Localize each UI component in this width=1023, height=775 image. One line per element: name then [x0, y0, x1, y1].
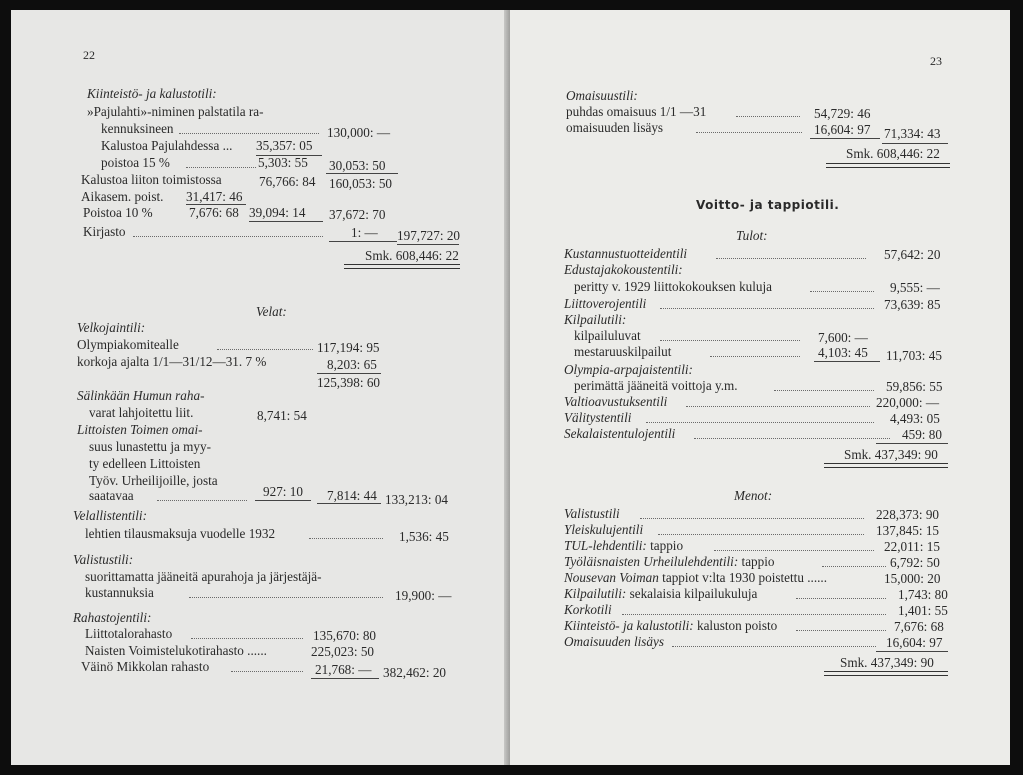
poistoa10-label: Poistoa 10 %	[83, 205, 153, 220]
kalustoa-amount: 35,357: 05	[256, 138, 313, 153]
nousevan-label: Nousevan Voiman tappiot v:lta 1930 poistettu ......	[564, 570, 828, 585]
littoisten-line2: suus lunastettu ja myy-	[89, 439, 211, 454]
vaino-label: Väinö Mikkolan rahasto	[81, 659, 210, 674]
tilausmaksuja-amount: 1,536: 45	[399, 529, 449, 544]
liiton-label: Kalustoa liiton toimistossa	[81, 172, 222, 187]
valtioavustus-label: Valtioavustuksentili	[564, 394, 668, 409]
liittotalo-amount: 135,670: 80	[313, 628, 377, 643]
kustannus-label: Kustannustuotteidentili	[564, 246, 688, 261]
omaisuus-smk-total: Smk. 608,446: 22	[846, 146, 940, 161]
liiton-total: 160,053: 50	[329, 176, 393, 191]
liittotalo-label: Liittotalorahasto	[85, 626, 173, 641]
liabilities-section-total: 133,213: 04	[385, 492, 449, 507]
sekalaisten-label: Sekalaistentulojentili	[564, 426, 676, 441]
poistoa-label: poistoa 15 %	[101, 155, 170, 170]
tulot-heading: Tulot:	[736, 228, 768, 243]
poistoa-amount: 5,303: 55	[258, 155, 308, 170]
perimatta-amount: 59,856: 55	[886, 379, 943, 394]
lisays-label: omaisuuden lisäys	[566, 120, 664, 135]
naisten-amount: 225,023: 50	[311, 644, 375, 659]
assets-heading: Kiinteistö- ja kalustotili:	[87, 86, 217, 101]
liittovero-label: Liittoverojentili	[564, 296, 647, 311]
liabilities-subtotal: 125,398: 60	[317, 375, 381, 390]
aikasem-amount: 31,417: 46	[186, 189, 243, 204]
kilpailutili-label: Kilpailutili:	[564, 312, 627, 327]
suorittamatta-amount: 19,900: —	[395, 588, 452, 603]
nousevan-amount: 15,000: 20	[884, 571, 941, 586]
korkotili-amount: 1,401: 55	[898, 603, 948, 618]
valistustili-menot-amount: 228,373: 90	[876, 507, 940, 522]
naisten-label: Naisten Voimistelukotirahasto ......	[85, 643, 267, 658]
kirjasto-label: Kirjasto	[83, 224, 126, 239]
kiinteisto-menot-amount: 7,676: 68	[894, 619, 944, 634]
humun-amount: 8,741: 54	[257, 408, 307, 423]
voitto-tappio-title: Voitto- ja tappiotili.	[696, 198, 840, 212]
tul-label: TUL-lehdentili: tappio	[564, 538, 684, 553]
omaisuustili-heading: Omaisuustili:	[566, 88, 638, 103]
poistoa-net: 30,053: 50	[329, 158, 386, 173]
yleiskulu-label: Yleiskulujentili	[564, 522, 644, 537]
asset-line2: kennuksineen	[101, 121, 174, 136]
peritty-label: peritty v. 1929 liittokokouksen kuluja	[574, 279, 773, 294]
tulot-smk-total: Smk. 437,349: 90	[844, 447, 938, 462]
valitys-label: Välitystentili	[564, 410, 632, 425]
menot-heading: Menot:	[734, 488, 773, 503]
korkoja-amount: 8,203: 65	[327, 357, 377, 372]
omaisuuden-lisays-amount: 16,604: 97	[886, 635, 943, 650]
page-number-right: 23	[930, 54, 942, 68]
assets-smk-total: Smk. 608,446: 22	[365, 248, 459, 263]
puhdas-label: puhdas omaisuus 1/1 —31	[566, 104, 707, 119]
littoisten-line5: saatavaa	[89, 488, 134, 503]
kilpailutili-menot-amount: 1,743: 80	[898, 587, 948, 602]
olympia-arpajais-label: Olympia-arpajaistentili:	[564, 362, 693, 377]
humun-line2: varat lahjoitettu liit.	[89, 405, 194, 420]
kiinteisto-menot-label: Kiinteistö- ja kalustotili: kaluston poisto	[564, 618, 778, 633]
tyolaisnaisten-label: Työläisnaisten Urheilulehdentili: tappio	[564, 554, 775, 569]
right-page	[510, 10, 1010, 765]
littoisten-amount: 927: 10	[263, 484, 303, 499]
kilpailutili-menot-label: Kilpailutili: sekalaisia kilpailukuluja	[564, 586, 758, 601]
liittovero-amount: 73,639: 85	[884, 297, 941, 312]
menot-smk-total: Smk. 437,349: 90	[840, 655, 934, 670]
page-number-left: 22	[83, 48, 95, 62]
poistoa10-net: 37,672: 70	[329, 207, 386, 222]
kalustoa-label: Kalustoa Pajulahdessa ...	[101, 138, 233, 153]
suorittamatta-line2: kustannuksia	[85, 585, 154, 600]
liabilities-heading: Velat:	[256, 304, 287, 319]
mestaruus-amount: 4,103: 45	[818, 345, 868, 360]
tul-amount: 22,011: 15	[884, 539, 940, 554]
rahasto-total: 382,462: 20	[383, 665, 447, 680]
kustannus-amount: 57,642: 20	[884, 247, 941, 262]
kilpailuluvat-amount: 7,600: —	[818, 330, 868, 345]
poistoa10-sum: 39,094: 14	[249, 205, 306, 220]
valistustili-menot-label: Valistustili	[564, 506, 620, 521]
kilpailu-sum: 11,703: 45	[886, 348, 942, 363]
korkotili-label: Korkotili	[564, 602, 612, 617]
mestaruus-label: mestaruuskilpailut	[574, 344, 672, 359]
littoisten-sum: 7,814: 44	[327, 488, 377, 503]
littoisten-line1: Littoisten Toimen omai-	[77, 422, 203, 437]
sekalaisten-amount: 459: 80	[902, 427, 942, 442]
velkojaintili-label: Velkojaintili:	[77, 320, 146, 335]
olympia-amount: 117,194: 95	[317, 340, 380, 355]
tyolaisnaisten-amount: 6,792: 50	[890, 555, 940, 570]
littoisten-line3: ty edelleen Littoisten	[89, 456, 201, 471]
valitys-amount: 4,493: 05	[890, 411, 940, 426]
korkoja-label: korkoja ajalta 1/1—31/12—31. 7 %	[77, 354, 267, 369]
aikasem-label: Aikasem. poist.	[81, 189, 164, 204]
tilausmaksuja-label: lehtien tilausmaksuja vuodelle 1932	[85, 526, 276, 541]
left-page	[11, 10, 508, 765]
poistoa10-amount: 7,676: 68	[189, 205, 239, 220]
peritty-amount: 9,555: —	[890, 280, 940, 295]
perimatta-label: perimättä jääneitä voittoja y.m.	[574, 378, 738, 393]
liiton-amount: 76,766: 84	[259, 174, 316, 189]
omaisuus-sum: 71,334: 43	[884, 126, 941, 141]
valtioavustus-amount: 220,000: —	[876, 395, 940, 410]
valistustili-label: Valistustili:	[73, 552, 134, 567]
lisays-amount: 16,604: 97	[814, 122, 871, 137]
puhdas-amount: 54,729: 46	[814, 106, 871, 121]
asset-line2-amount: 130,000: —	[327, 125, 391, 140]
littoisten-line4: Työv. Urheilijoille, josta	[89, 473, 218, 488]
omaisuuden-lisays-label: Omaisuuden lisäys	[564, 634, 665, 649]
olympia-label: Olympiakomitealle	[77, 337, 179, 352]
rahastojentili-label: Rahastojentili:	[73, 610, 152, 625]
edustajakokous-label: Edustajakokoustentili:	[564, 262, 683, 277]
vaino-amount: 21,768: —	[315, 662, 372, 677]
kilpailuluvat-label: kilpailuluvat	[574, 328, 641, 343]
kirjasto-total: 197,727: 20	[397, 228, 461, 243]
yleiskulu-amount: 137,845: 15	[876, 523, 940, 538]
suorittamatta-line1: suorittamatta jääneitä apurahoja ja järjestäjä-	[85, 569, 322, 584]
asset-line1: »Pajulahti»-niminen palstatila ra-	[87, 104, 264, 119]
kirjasto-amount: 1: —	[351, 225, 378, 240]
humun-line1: Sälinkään Humun raha-	[77, 388, 205, 403]
velallistentili-label: Velallistentili:	[73, 508, 147, 523]
